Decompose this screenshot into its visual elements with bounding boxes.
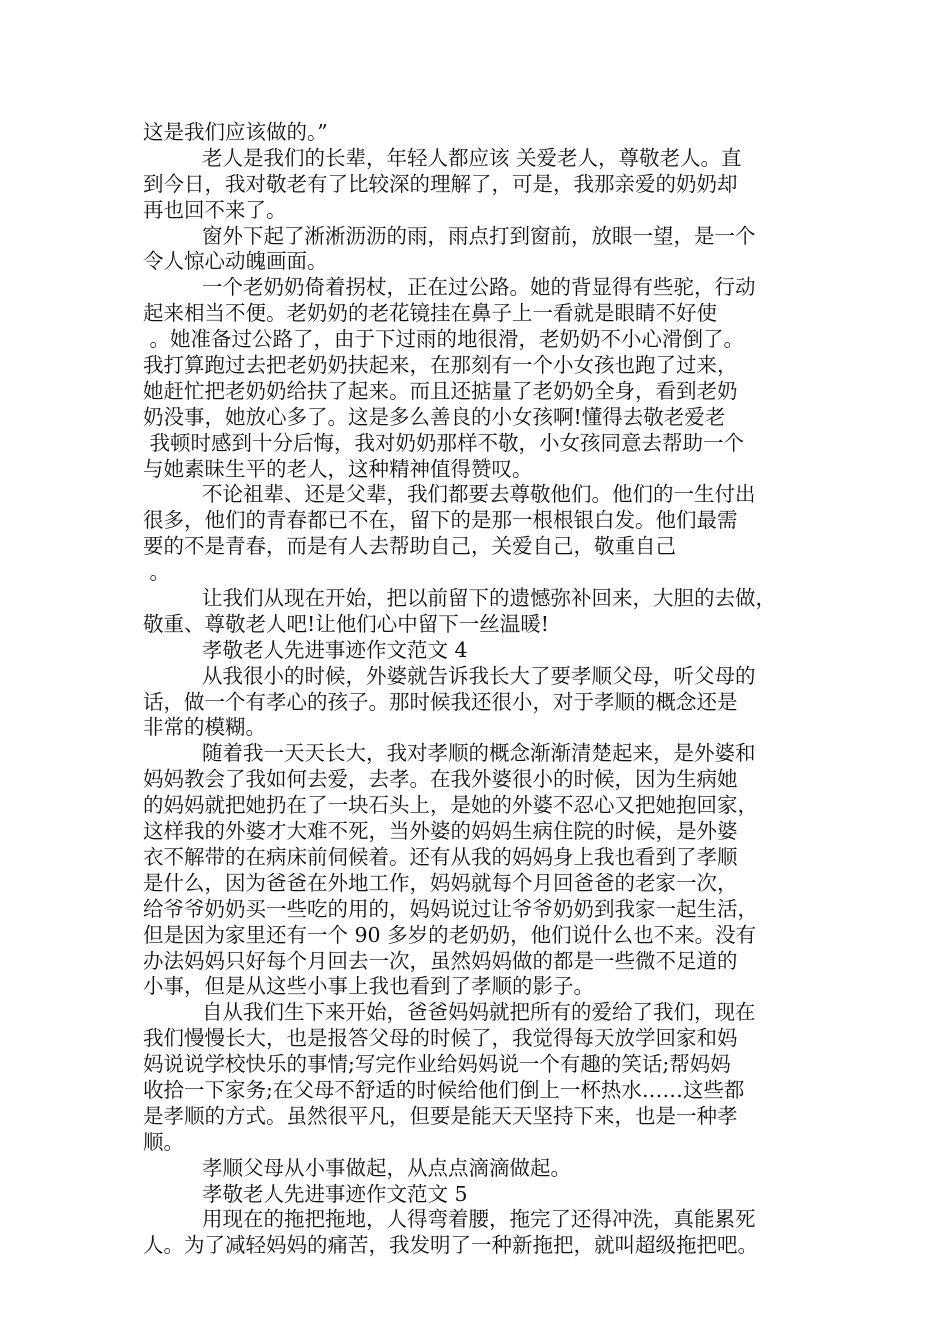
text-line: 。: [143, 560, 171, 585]
text-line: 敬重、尊敬老人吧!让他们心中留下一丝温暖!: [143, 611, 549, 636]
text-line: 她赶忙把老奶奶给扶了起来。而且还掂量了老奶奶全身，看到老奶: [143, 378, 738, 403]
text-line: 随着我一天天长大，我对孝顺的概念渐渐清楚起来，是外婆和: [202, 741, 756, 766]
text-line: 妈妈教会了我如何去爱，去孝。在我外婆很小的时候，因为生病她: [143, 767, 738, 792]
text-line: 非常的模糊。: [143, 715, 266, 740]
text-line: 让我们从现在开始，把以前留下的遗憾弥补回来，大胆的去做，: [202, 586, 776, 611]
text-line: 自从我们生下来开始，爸爸妈妈就把所有的爱给了我们，现在: [202, 1000, 756, 1025]
text-line: 妈说说学校快乐的事情;写完作业给妈妈说一个有趣的笑话;帮妈妈: [143, 1052, 731, 1077]
text-line: 人。为了减轻妈妈的痛苦，我发明了一种新拖把，就叫超级拖把吧。: [143, 1233, 758, 1258]
text-line: 与她素昧生平的老人，这种精神值得赞叹。: [143, 456, 533, 481]
text-line: 令人惊心动魄画面。: [143, 249, 328, 274]
text-line: 不论祖辈、还是父辈，我们都要去尊敬他们。他们的一生付出: [202, 482, 756, 507]
text-line: 给爷爷奶奶买一些吃的用的，妈妈说过让爷爷奶奶到我家一起生活，: [143, 896, 758, 921]
text-line: 话，做一个有孝心的孩子。那时候我还很小，对于孝顺的概念还是: [143, 689, 738, 714]
text-line: 孝敬老人先进事迹作文范文 4: [202, 637, 468, 662]
text-line: 一个老奶奶倚着拐杖，正在过公路。她的背显得有些驼，行动: [202, 275, 756, 300]
text-line: 要的不是青春，而是有人去帮助自己，关爱自己，敬重自己: [143, 534, 676, 559]
text-line: 从我很小的时候，外婆就告诉我长大了要孝顺父母，听父母的: [202, 663, 756, 688]
text-line: 我们慢慢长大，也是报答父母的时候了，我觉得每天放学回家和妈: [143, 1026, 738, 1051]
text-line: 衣不解带的在病床前伺候着。还有从我的妈妈身上我也看到了孝顺: [143, 844, 738, 869]
text-line: 窗外下起了淅淅沥沥的雨，雨点打到窗前，放眼一望，是一个: [202, 223, 756, 248]
text-line: 很多，他们的青春都已不在，留下的是那一根根银白发。他们最需: [143, 508, 738, 533]
text-line: 用现在的拖把拖地，人得弯着腰，拖完了还得冲洗，真能累死: [202, 1207, 756, 1232]
text-line: 顺。: [143, 1129, 184, 1154]
text-line: 孝敬老人先进事迹作文范文 5: [202, 1181, 468, 1206]
text-line: 。她准备过公路了，由于下过雨的地很滑，老奶奶不小心滑倒了。: [143, 327, 745, 352]
text-line: 但是因为家里还有一个 90 多岁的老奶奶，他们说什么也不来。没有: [143, 922, 757, 947]
text-line: 起来相当不便。老奶奶的老花镜挂在鼻子上一看就是眼睛不好使: [143, 301, 717, 326]
text-line: 再也回不来了。: [143, 197, 287, 222]
text-line: 到今日，我对敬老有了比较深的理解了，可是，我那亲爱的奶奶却: [143, 171, 738, 196]
text-line: 这是我们应该做的。”: [143, 120, 328, 144]
text-line: 小事，但是从这些小事上我也看到了孝顺的影子。: [143, 974, 594, 999]
text-line: 孝顺父母从小事做起，从点点滴滴做起。: [202, 1155, 571, 1180]
text-line: 的妈妈就把她扔在了一块石头上，是她的外婆不忍心又把她抱回家，: [143, 793, 758, 818]
text-line: 是孝顺的方式。虽然很平凡，但要是能天天坚持下来，也是一种孝: [143, 1103, 738, 1128]
text-line: 这样我的外婆才大难不死，当外婆的妈妈生病住院的时候，是外婆: [143, 819, 738, 844]
text-line: 是什么，因为爸爸在外地工作，妈妈就每个月回爸爸的老家一次，: [143, 870, 738, 895]
text-line: 办法妈妈只好每个月回去一次，虽然妈妈做的都是一些微不足道的: [143, 948, 738, 973]
text-line: 我顿时感到十分后悔，我对奶奶那样不敬，小女孩同意去帮助一个: [143, 430, 745, 455]
text-line: 我打算跑过去把老奶奶扶起来，在那刻有一个小女孩也跑了过来，: [143, 353, 738, 378]
document-body: [143, 120, 808, 1259]
text-line: 老人是我们的长辈，年轻人都应该 关爱老人，尊敬老人。直: [202, 145, 742, 170]
text-line: 收拾一下家务;在父母不舒适的时候给他们倒上一杯热水……这些都: [143, 1077, 745, 1102]
text-line: 奶没事，她放心多了。这是多么善良的小女孩啊!懂得去敬老爱老: [143, 404, 726, 429]
